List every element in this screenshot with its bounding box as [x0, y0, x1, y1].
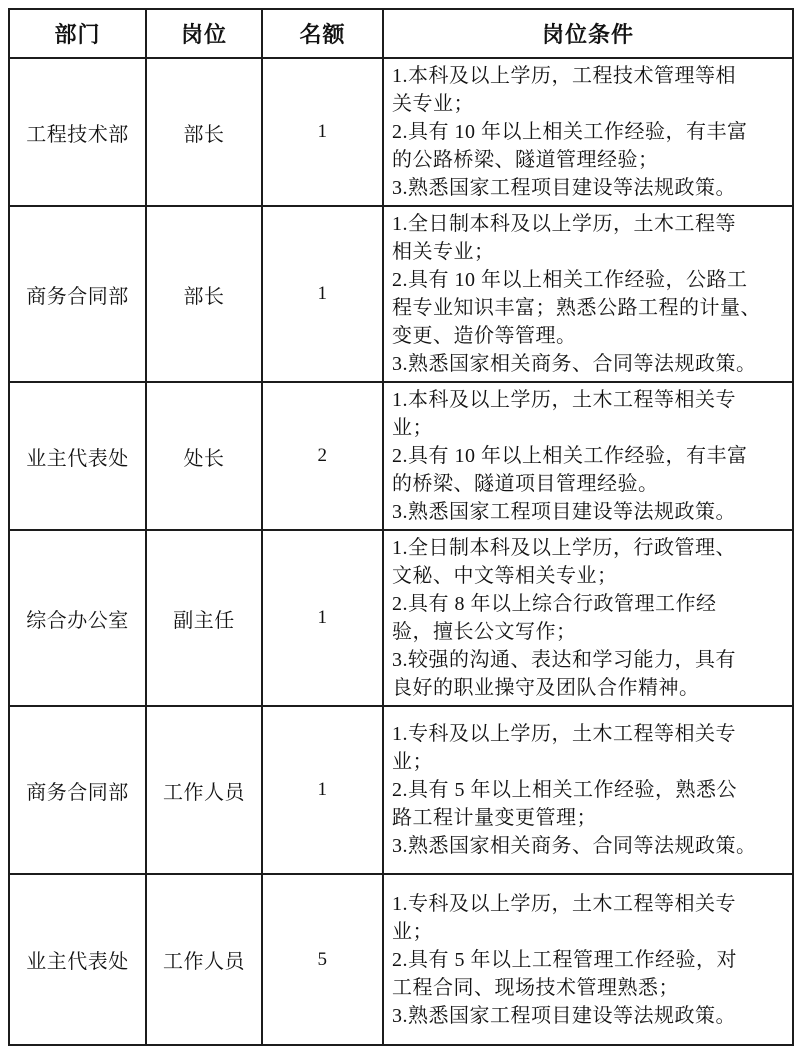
position-cell: 副主任: [146, 530, 262, 706]
conditions-line: 3.较强的沟通、表达和学习能力，具有: [392, 649, 736, 671]
table-row: [9, 206, 793, 382]
conditions-text: [384, 531, 792, 705]
quota-cell: 5: [262, 874, 383, 1045]
header-row: [9, 9, 793, 58]
conditions-line: 变更、造价等管理。: [392, 325, 577, 347]
conditions-line: 关专业；: [392, 93, 474, 115]
conditions-line: 3.熟悉国家工程项目建设等法规政策。: [392, 177, 736, 199]
conditions-text: [384, 207, 792, 381]
conditions-text: [384, 383, 792, 529]
position-cell: 部长: [146, 206, 262, 382]
conditions-line: 的公路桥梁、隧道管理经验；: [392, 149, 659, 171]
conditions-text: [384, 717, 792, 863]
conditions-line: 3.熟悉国家相关商务、合同等法规政策。: [392, 353, 757, 375]
department-cell: 业主代表处: [9, 382, 146, 530]
position-cell: 工作人员: [146, 706, 262, 874]
position-cell: 处长: [146, 382, 262, 530]
conditions-line: 1.全日制本科及以上学历，行政管理、: [392, 537, 736, 559]
conditions-cell: [383, 382, 793, 530]
table-row: [9, 58, 793, 206]
conditions-line: 的桥梁、隧道项目管理经验。: [392, 473, 659, 495]
conditions-line: 文秘、中文等相关专业；: [392, 565, 618, 587]
conditions-cell: [383, 706, 793, 874]
department-cell: 商务合同部: [9, 206, 146, 382]
conditions-line: 1.专科及以上学历，土木工程等相关专: [392, 892, 736, 915]
department-cell: 工程技术部: [9, 58, 146, 206]
conditions-text: [384, 887, 792, 1033]
conditions-line: 2.具有 5 年以上相关工作经验，熟悉公: [392, 779, 737, 801]
conditions-line: 2.具有 10 年以上相关工作经验，有丰富: [392, 445, 748, 467]
conditions-line: 1.全日制本科及以上学历，土木工程等: [392, 213, 736, 235]
quota-cell: 1: [262, 206, 383, 382]
position-cell: 工作人员: [146, 874, 262, 1045]
conditions-line: 1.本科及以上学历，工程技术管理等相: [392, 65, 736, 87]
conditions-line: 2.具有 5 年以上工程管理工作经验，对: [392, 948, 737, 971]
department-cell: 综合办公室: [9, 530, 146, 706]
table-row: [9, 382, 793, 530]
conditions-line: 路工程计量变更管理；: [392, 807, 597, 829]
department-cell: 商务合同部: [9, 706, 146, 874]
job-positions-table-container: [8, 8, 794, 1046]
conditions-line: 验，擅长公文写作；: [392, 621, 577, 643]
conditions-line: 业；: [392, 751, 433, 773]
header-conditions: 岗位条件: [383, 9, 793, 58]
conditions-line: 3.熟悉国家工程项目建设等法规政策。: [392, 501, 736, 523]
conditions-line: 业；: [392, 417, 433, 439]
conditions-line: 2.具有 8 年以上综合行政管理工作经: [392, 593, 717, 615]
conditions-line: 3.熟悉国家相关商务、合同等法规政策。: [392, 835, 757, 857]
table-row: [9, 874, 793, 1045]
job-positions-table: [8, 8, 794, 1046]
conditions-line: 1.专科及以上学历，土木工程等相关专: [392, 723, 736, 745]
conditions-line: 良好的职业操守及团队合作精神。: [392, 677, 700, 699]
conditions-cell: [383, 530, 793, 706]
quota-cell: 1: [262, 58, 383, 206]
conditions-line: 3.熟悉国家工程项目建设等法规政策。: [392, 1004, 736, 1027]
conditions-line: 工程合同、现场技术管理熟悉；: [392, 976, 679, 999]
conditions-line: 1.本科及以上学历，土木工程等相关专: [392, 389, 736, 411]
position-cell: 部长: [146, 58, 262, 206]
conditions-line: 业；: [392, 920, 433, 943]
header-quota: 名额: [262, 9, 383, 58]
conditions-cell: [383, 206, 793, 382]
quota-cell: 1: [262, 706, 383, 874]
table-row: [9, 706, 793, 874]
department-cell: 业主代表处: [9, 874, 146, 1045]
conditions-line: 2.具有 10 年以上相关工作经验，公路工: [392, 269, 748, 291]
quota-cell: 2: [262, 382, 383, 530]
header-department: 部门: [9, 9, 146, 58]
table-row: [9, 530, 793, 706]
conditions-cell: [383, 58, 793, 206]
conditions-cell: [383, 874, 793, 1045]
conditions-line: 程专业知识丰富；熟悉公路工程的计量、: [392, 297, 761, 319]
conditions-text: [384, 59, 792, 205]
header-position: 岗位: [146, 9, 262, 58]
conditions-line: 2.具有 10 年以上相关工作经验，有丰富: [392, 121, 748, 143]
quota-cell: 1: [262, 530, 383, 706]
conditions-line: 相关专业；: [392, 241, 495, 263]
